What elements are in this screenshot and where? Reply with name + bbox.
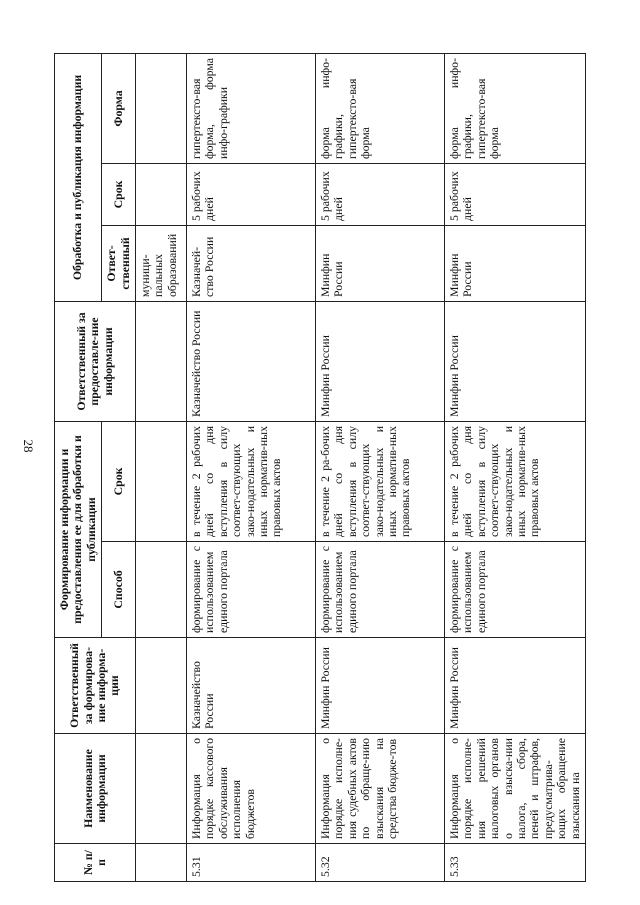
row-form: форма инфо-графики, гипертексто-вая форма [445,53,586,163]
carryover-cell [136,163,187,225]
rotated-page-content [54,54,622,882]
row-method: формирование с использованием единого портала [445,542,586,638]
header-row-1 [55,53,102,881]
row-responsible-form: Казначейство России [187,638,316,734]
row-form: гипертексто-вая форма, форма инфо-графики [187,53,316,163]
header-responsible-form: Ответственный за формирова-ние информа-ции [55,638,136,734]
header-proc-term: Срок [102,163,136,225]
page-number: 28 [21,439,36,453]
row-method: формирование с использованием единого портала [187,542,316,638]
header-processing-group: Обработка и публикация информации [55,53,102,301]
carryover-row [136,53,187,881]
row-proc-term: 5 рабочих дней [187,163,316,225]
row-term: в течение 2 рабочих дней со дня вступления в силу соответ-ствующих зако-нодательных и иных норматив-ных правовых актов [445,421,586,541]
carryover-cell [136,542,187,638]
information-table [54,53,586,882]
row-name: Информация о порядке исполне-ния судебных актов по обраще-нию взыскания на средства бюдже-тов [316,734,445,844]
table-row [187,53,316,881]
header-formation-group: Формирование информации и предоставления ее для обработки и публикации [55,421,102,637]
row-responsible-provide: Минфин России [445,301,586,421]
row-responsible-form: Минфин России [445,638,586,734]
row-responsible-form: Минфин России [316,638,445,734]
row-responsible: Минфин России [316,225,445,301]
row-term: в течение 2 рабочих дней со дня вступления в силу соответ-ствующих зако-нодательных и иных норматив-ных правовых актов [187,421,316,541]
row-proc-term: 5 рабочих дней [445,163,586,225]
carryover-cell [136,301,187,421]
carryover-cell [136,638,187,734]
table-row [316,53,445,881]
row-name: Информация о порядке кассового обслуживания исполнения бюджетов [187,734,316,844]
header-responsible-provide: Ответственный за предоставле-ние информации [55,301,136,421]
row-num: 5.31 [187,844,316,882]
row-num: 5.33 [445,844,586,882]
row-responsible: Казначей-ство России [187,225,316,301]
carryover-cell [136,844,187,882]
row-form: форма инфо-графики, гипертексто-вая форма [316,53,445,163]
header-form: Форма [102,53,136,163]
row-num: 5.32 [316,844,445,882]
header-term: Срок [102,421,136,541]
carryover-cell [136,53,187,163]
row-term: в течение 2 ра-бочих дней со дня вступления в силу соответ-ствующих зако-нодательных и иных норматив-ных правовых актов [316,421,445,541]
row-responsible-provide: Казначейство России [187,301,316,421]
table-row [445,53,586,881]
row-name: Информация о порядке исполне-ния решений налоговых органов о взыска-нии налога, сбора, пеней и штрафов, предусматрива-ющих обращение взыскания на [445,734,586,844]
carryover-responsible: муници-пальных образований [136,225,187,301]
row-method: формирование с использованием единого портала [316,542,445,638]
carryover-cell [136,734,187,844]
carryover-cell [136,421,187,541]
row-responsible-provide: Минфин России [316,301,445,421]
row-proc-term: 5 рабочих дней [316,163,445,225]
header-method: Способ [102,542,136,638]
header-responsible: Ответ-ственный [102,225,136,301]
header-num: № п/п [55,844,136,882]
header-name: Наименование информации [55,734,136,844]
row-responsible: Минфин России [445,225,586,301]
